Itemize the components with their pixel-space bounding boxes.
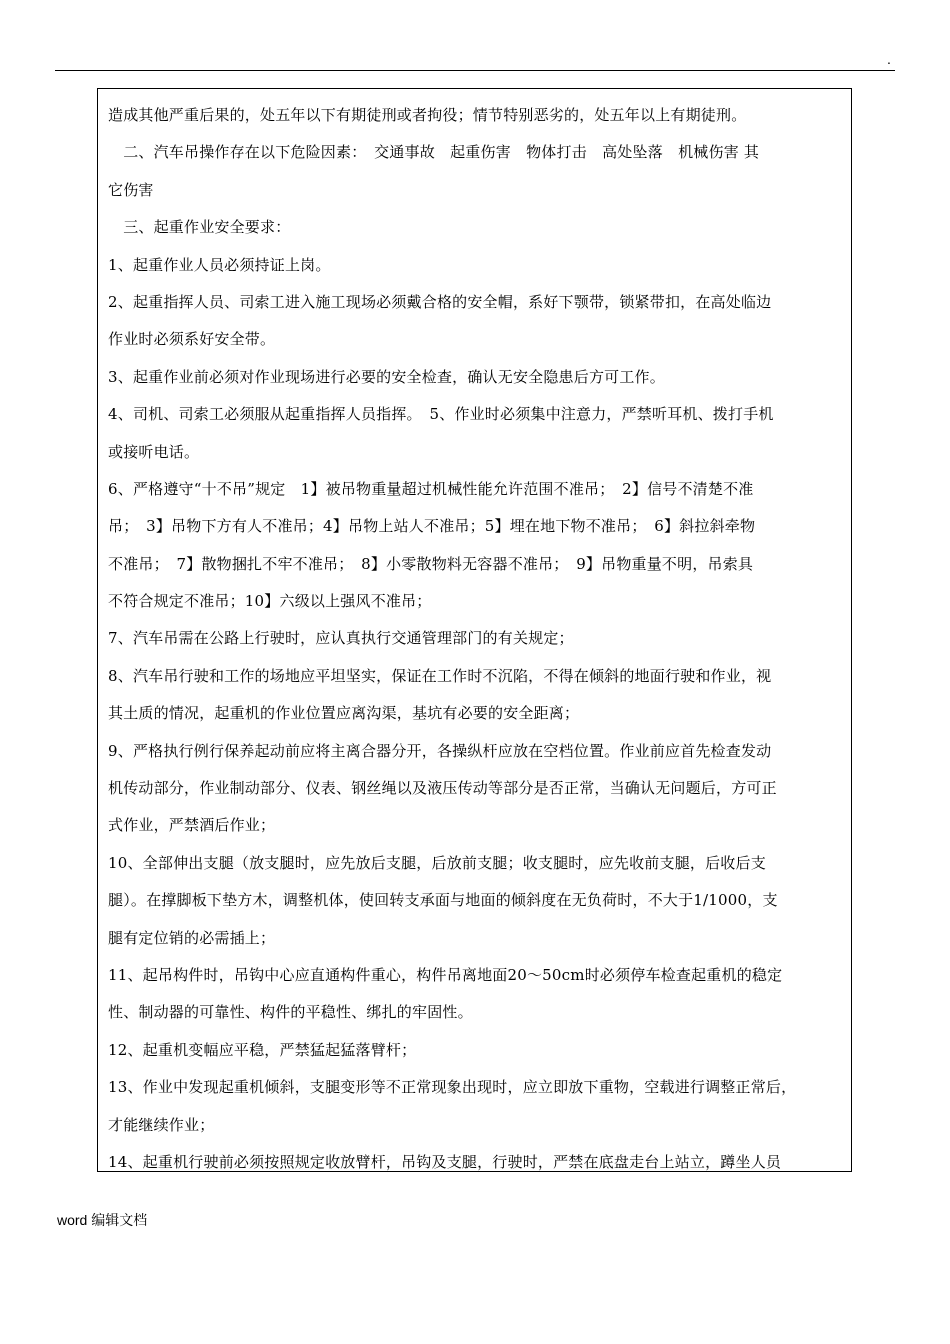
- text-line: 11、起吊构件时，吊钩中心应直通构件重心，构件吊离地面20～50cm时必须停车检查起重机的稳定: [108, 965, 783, 984]
- document-lines: [108, 97, 848, 1172]
- text-line: 二、汽车吊操作存在以下危险因素： 交通事故 起重伤害 物体打击 高处坠落 机械伤害 其: [108, 143, 760, 162]
- text-line: 腿有定位销的必需插上；: [108, 928, 276, 947]
- text-line: 13、作业中发现起重机倾斜，支腿变形等不正常现象出现时，应立即放下重物，空载进行调整正常后，: [108, 1078, 797, 1097]
- text-line: 机传动部分，作业制动部分、仪表、钢丝绳以及液压传动等部分是否正常，当确认无问题后，方可正: [108, 779, 777, 798]
- text-line: 7、汽车吊需在公路上行驶时，应认真执行交通管理部门的有关规定；: [108, 629, 574, 648]
- header-dot: .: [887, 51, 891, 67]
- text-line: 2、起重指挥人员、司索工进入施工现场必须戴合格的安全帽，系好下颚带，锁紧带扣，在高处临边: [108, 292, 772, 311]
- text-line: 腿）。在撑脚板下垫方木，调整机体，使回转支承面与地面的倾斜度在无负荷时，不大于1/1000，支: [108, 891, 778, 910]
- text-line: 不符合规定不准吊；10】六级以上强风不准吊；: [108, 592, 432, 611]
- text-line: 8、汽车吊行驶和工作的场地应平坦坚实，保证在工作时不沉陷，不得在倾斜的地面行驶和作业，视: [108, 666, 772, 685]
- text-line: 式作业，严禁酒后作业；: [108, 816, 276, 835]
- text-line: 或接听电话。: [108, 442, 200, 461]
- text-line: 4、司机、司索工必须服从起重指挥人员指挥。 5、作业时必须集中注意力，严禁听耳机、拨打手机: [108, 405, 774, 424]
- text-line: 不准吊； 7】散物捆扎不牢不准吊； 8】小零散物料无容器不准吊； 9】吊物重量不明，吊索具: [108, 554, 754, 573]
- text-line: 才能继续作业；: [108, 1115, 215, 1134]
- text-line: 10、全部伸出支腿（放支腿时，应先放后支腿，后放前支腿；收支腿时，应先收前支腿，后收后支: [108, 853, 766, 872]
- text-line: 吊； 3】吊物下方有人不准吊；4】吊物上站人不准吊；5】埋在地下物不准吊； 6】斜拉斜牵物: [108, 517, 756, 536]
- text-line: 3、起重作业前必须对作业现场进行必要的安全检查，确认无安全隐患后方可工作。: [108, 367, 665, 386]
- text-line: 造成其他严重后果的，处五年以下有期徒刑或者拘役；情节特别恶劣的，处五年以上有期徒刑。: [108, 106, 747, 124]
- document-text-box: [97, 88, 852, 1172]
- text-line: 9、严格执行例行保养起动前应将主离合器分开，各操纵杆应放在空档位置。作业前应首先检查发动: [108, 741, 772, 760]
- text-line: 三、起重作业安全要求：: [108, 218, 291, 237]
- text-line: 它伤害: [108, 180, 154, 199]
- text-line: 6、严格遵守“十不吊”规定 1】被吊物重量超过机械性能允许范围不准吊； 2】信号不清楚不准: [108, 479, 754, 498]
- text-line: 性、制动器的可靠性、构件的平稳性、绑扎的牢固性。: [108, 1003, 473, 1022]
- header-rule: [55, 70, 895, 71]
- text-line: 12、起重机变幅应平稳，严禁猛起猛落臂杆；: [108, 1040, 417, 1059]
- text-line: 其土质的情况，起重机的作业位置应离沟渠，基坑有必要的安全距离；: [108, 704, 580, 723]
- text-line: 1、起重作业人员必须持证上岗。: [108, 255, 331, 274]
- text-line: 作业时必须系好安全带。: [108, 330, 276, 349]
- footer-label: word 编辑文档: [57, 1212, 148, 1228]
- text-line: 14、起重机行驶前必须按照规定收放臂杆，吊钩及支腿，行驶时，严禁在底盘走台上站立，蹲坐人员: [108, 1152, 782, 1171]
